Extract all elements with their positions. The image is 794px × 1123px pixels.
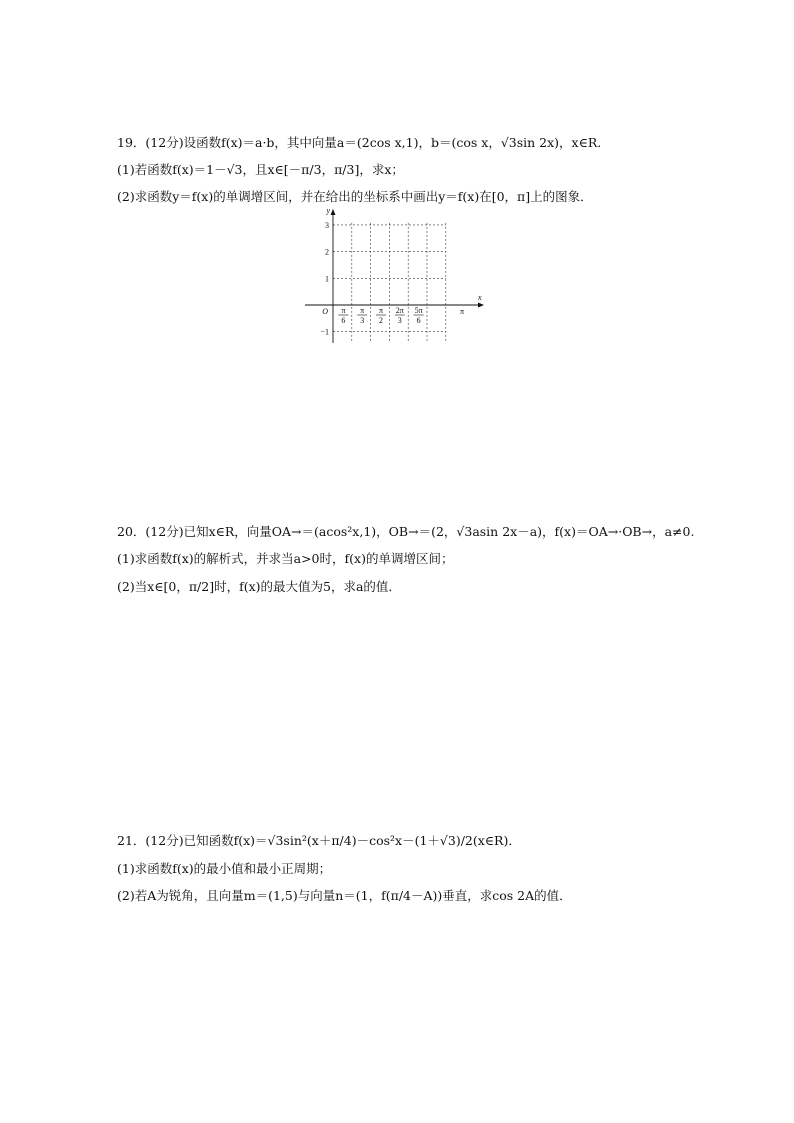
x-tick-numerator: π [341, 306, 346, 315]
x-tick-label [414, 306, 424, 325]
coordinate-grid [300, 203, 500, 348]
q19-stem: 19．(12分)设函数f(x)＝a·b，其中向量a＝(2cos x,1)，b＝(cos x，√3sin 2x)，x∈R. [117, 135, 602, 150]
x-end-label: π [460, 307, 465, 316]
x-tick-denominator: 6 [416, 316, 421, 325]
y-tick-label: 3 [325, 220, 329, 230]
q20-stem: 20．(12分)已知x∈R，向量OA→＝(acos²x,1)，OB→＝(2，√3asin 2x－a)，f(x)＝OA→·OB→，a≠0. [117, 524, 695, 539]
q21-stem: 21．(12分)已知函数f(x)＝√3sin²(x＋π/4)－cos²x－(1＋√3)/2(x∈R)． [117, 833, 521, 848]
x-axis-label: x [478, 293, 482, 302]
x-tick-numerator: 2π [395, 306, 404, 315]
y-tick-label: 1 [325, 274, 329, 284]
y-tick-label: −1 [320, 327, 329, 337]
x-tick-label [376, 306, 386, 325]
q19-part1: (1)若函数f(x)＝1－√3，且x∈[－π/3，π/3]，求x； [117, 162, 404, 177]
x-tick-denominator: 6 [341, 316, 346, 325]
x-tick-label [357, 306, 367, 325]
q21-part2: (2)若A为锐角，且向量m＝(1,5)与向量n＝(1，f(π/4－A))垂直，求cos 2A的值． [117, 888, 572, 903]
q20-part1: (1)求函数f(x)的解析式，并求当a>0时，f(x)的单调增区间； [117, 551, 454, 566]
x-tick-denominator: 3 [360, 316, 365, 325]
origin-label: O [322, 307, 328, 316]
x-tick-numerator: π [360, 306, 365, 315]
y-axis-arrow [331, 209, 336, 215]
x-tick-denominator: 3 [397, 316, 402, 325]
x-axis-arrow [478, 303, 484, 308]
x-tick-numerator: π [378, 306, 384, 315]
x-tick-label [395, 306, 405, 325]
x-tick-denominator: 2 [379, 316, 383, 325]
q21-part1: (1)求函数f(x)的最小值和最小正周期； [117, 861, 332, 876]
x-tick-label [338, 306, 348, 325]
q19-part2: (2)求函数y＝f(x)的单调增区间，并在给出的坐标系中画出y＝f(x)在[0，π]上的图象． [117, 189, 593, 204]
x-tick-numerator: 5π [414, 306, 423, 315]
y-axis-label: y [326, 206, 330, 215]
q20-part2: (2)当x∈[0，π/2]时，f(x)的最大值为5，求a的值． [117, 579, 401, 594]
y-tick-label: 2 [325, 247, 329, 257]
